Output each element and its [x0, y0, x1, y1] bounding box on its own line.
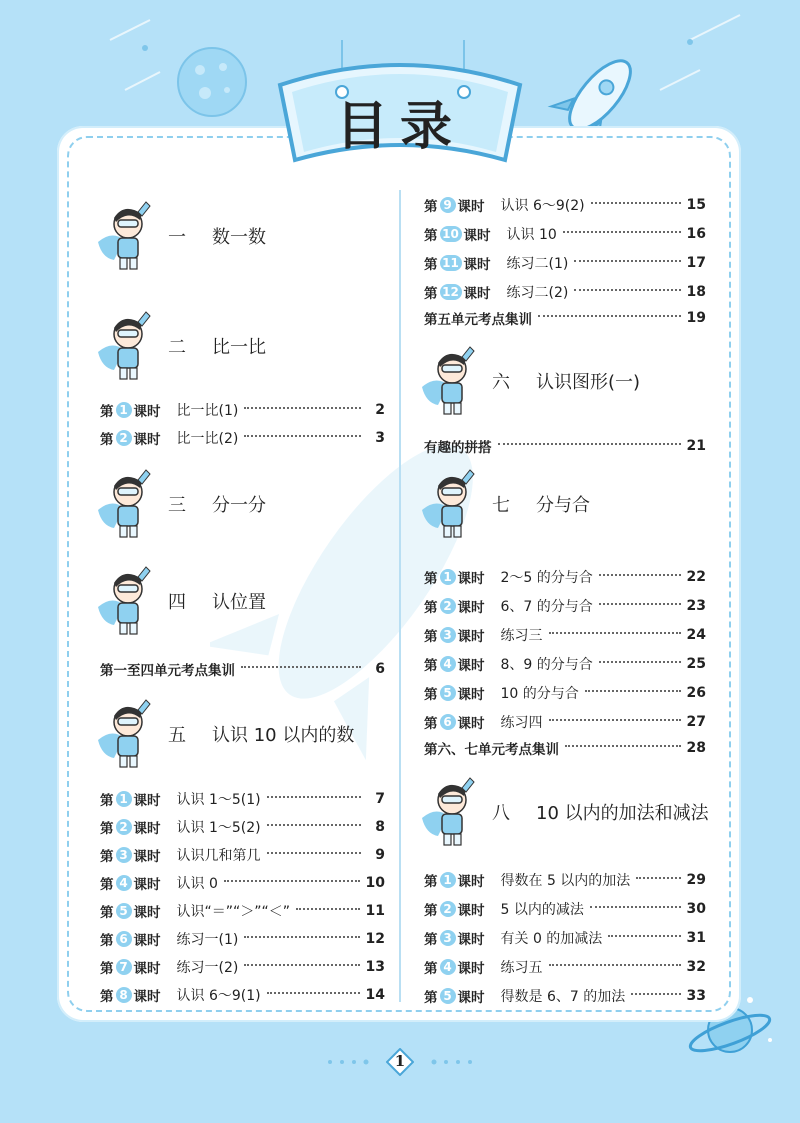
lesson-number-badge: 12	[440, 284, 462, 300]
lesson-prefix: 第	[100, 961, 114, 977]
page-ref: 8	[375, 819, 385, 835]
page-ref: 18	[686, 284, 706, 300]
dot-leader	[498, 443, 681, 445]
lesson-suffix: 课时	[457, 658, 485, 674]
hero-mascot-icon	[418, 776, 480, 848]
page-ref: 23	[686, 598, 706, 614]
dot-leader	[244, 936, 359, 938]
lesson-prefix: 第	[100, 849, 114, 865]
lesson-prefix: 第	[100, 877, 114, 893]
dot-leader	[549, 719, 681, 721]
page-ref: 11	[365, 903, 385, 919]
page-ref: 7	[375, 791, 385, 807]
lesson-suffix: 课时	[133, 793, 161, 809]
lesson-prefix: 第	[100, 905, 114, 921]
lesson-prefix: 第	[424, 571, 438, 587]
lesson-row[interactable]	[100, 399, 385, 421]
hero-mascot-icon	[94, 310, 156, 382]
lesson-prefix: 第	[424, 658, 438, 674]
lesson-topic: 练习二(2)	[506, 285, 569, 301]
lesson-topic: 练习一(1)	[176, 932, 239, 948]
lesson-topic: 练习五	[500, 960, 543, 976]
lesson-suffix: 课时	[463, 257, 491, 273]
review-topic: 第一至四单元考点集训	[100, 663, 235, 679]
lesson-row[interactable]	[424, 898, 706, 920]
lesson-number-badge: 3	[440, 930, 456, 946]
lesson-topic: 认识 1～5(1)	[176, 792, 261, 808]
lesson-prefix: 第	[424, 874, 438, 890]
lesson-topic: 有关 0 的加减法	[500, 931, 603, 947]
dot-leader	[549, 632, 681, 634]
lesson-row[interactable]	[424, 711, 706, 733]
lesson-number-badge: 11	[440, 255, 462, 271]
page-ref: 14	[365, 987, 385, 1003]
dot-leader	[267, 824, 361, 826]
review-topic: 第五单元考点集训	[424, 312, 532, 328]
lesson-topic: 认识“＝”“＞”“＜”	[176, 904, 291, 920]
hero-mascot-icon	[94, 200, 156, 272]
lesson-suffix: 课时	[133, 404, 161, 420]
review-row[interactable]	[424, 435, 706, 457]
lesson-suffix: 课时	[463, 228, 491, 244]
lesson-topic: 认识 0	[176, 876, 218, 892]
dot-leader	[296, 908, 359, 910]
review-topic: 有趣的拼搭	[424, 440, 492, 456]
lesson-prefix: 第	[424, 990, 438, 1006]
page-number: 1	[394, 1052, 406, 1070]
lesson-topic: 认识 1～5(2)	[176, 820, 261, 836]
lesson-number-badge: 5	[116, 903, 132, 919]
unit-title: 认位置	[212, 592, 266, 613]
dot-leader	[585, 690, 681, 692]
lesson-topic: 练习四	[500, 715, 543, 731]
lesson-prefix: 第	[424, 716, 438, 732]
lesson-number-badge: 2	[116, 819, 132, 835]
lesson-row[interactable]	[424, 252, 706, 274]
review-row[interactable]	[424, 737, 706, 759]
page-ref: 16	[686, 226, 706, 242]
lesson-topic: 10 的分与合	[500, 686, 579, 702]
dot-leader	[590, 906, 681, 908]
unit-number: 八	[492, 803, 510, 824]
lesson-suffix: 课时	[457, 600, 485, 616]
dot-leader	[241, 666, 361, 668]
lesson-suffix: 课时	[457, 687, 485, 703]
lesson-suffix: 课时	[457, 903, 485, 919]
lesson-row[interactable]	[100, 928, 385, 950]
lesson-suffix: 课时	[457, 874, 485, 890]
lesson-row[interactable]	[424, 956, 706, 978]
lesson-prefix: 第	[100, 432, 114, 448]
unit-heading[interactable]	[94, 698, 354, 770]
lesson-prefix: 第	[100, 793, 114, 809]
dot-leader	[574, 260, 680, 262]
hero-mascot-icon	[418, 468, 480, 540]
lesson-row[interactable]	[424, 595, 706, 617]
lesson-row[interactable]	[424, 566, 706, 588]
lesson-suffix: 课时	[457, 932, 485, 948]
page-ref: 22	[686, 569, 706, 585]
lesson-row[interactable]	[424, 985, 706, 1007]
unit-number: 一	[168, 227, 186, 248]
unit-heading[interactable]	[94, 468, 266, 540]
title-banner	[270, 40, 530, 170]
lesson-number-badge: 4	[116, 875, 132, 891]
dot-leader	[574, 289, 680, 291]
lesson-suffix: 课时	[133, 905, 161, 921]
lesson-number-badge: 2	[440, 598, 456, 614]
lesson-prefix: 第	[100, 821, 114, 837]
review-topic: 第六、七单元考点集训	[424, 742, 559, 758]
lesson-number-badge: 5	[440, 988, 456, 1004]
lesson-suffix: 课时	[133, 933, 161, 949]
dot-leader	[538, 315, 681, 317]
lesson-number-badge: 6	[116, 931, 132, 947]
hero-mascot-icon	[94, 565, 156, 637]
unit-number: 三	[168, 495, 186, 516]
lesson-suffix: 课时	[457, 629, 485, 645]
lesson-topic: 8、9 的分与合	[500, 657, 593, 673]
unit-heading[interactable]	[418, 468, 590, 540]
unit-title: 比一比	[212, 337, 266, 358]
lesson-number-badge: 8	[116, 987, 132, 1003]
page-ref: 29	[686, 872, 706, 888]
lesson-topic: 比一比(1)	[176, 403, 239, 419]
lesson-suffix: 课时	[133, 961, 161, 977]
unit-heading[interactable]	[94, 200, 266, 272]
page-ref: 25	[686, 656, 706, 672]
hero-mascot-icon	[418, 345, 480, 417]
lesson-prefix: 第	[424, 257, 438, 273]
dot-leader	[244, 964, 359, 966]
unit-number: 六	[492, 372, 510, 393]
lesson-topic: 认识 10	[506, 227, 557, 243]
lesson-row[interactable]	[424, 194, 706, 216]
lesson-suffix: 课时	[133, 989, 161, 1005]
lesson-prefix: 第	[424, 687, 438, 703]
page-ref: 31	[686, 930, 706, 946]
lesson-row[interactable]	[100, 984, 385, 1006]
dot-leader	[631, 993, 680, 995]
dot-leader	[267, 796, 361, 798]
lesson-row[interactable]	[424, 682, 706, 704]
unit-title: 分与合	[536, 495, 590, 516]
dot-leader	[591, 202, 681, 204]
lesson-prefix: 第	[100, 989, 114, 1005]
page-ref: 3	[375, 430, 385, 446]
lesson-row[interactable]	[100, 816, 385, 838]
lesson-number-badge: 2	[440, 901, 456, 917]
dot-leader	[244, 435, 361, 437]
page-ref: 24	[686, 627, 706, 643]
lesson-number-badge: 1	[116, 402, 132, 418]
lesson-topic: 比一比(2)	[176, 431, 239, 447]
hero-mascot-icon	[94, 468, 156, 540]
page-ref: 32	[686, 959, 706, 975]
review-row[interactable]	[100, 658, 385, 680]
page-ref: 19	[686, 310, 706, 326]
lesson-topic: 认识 6～9(1)	[176, 988, 261, 1004]
lesson-row[interactable]	[424, 653, 706, 675]
dot-leader	[244, 407, 361, 409]
unit-number: 七	[492, 495, 510, 516]
lesson-suffix: 课时	[133, 877, 161, 893]
dot-leader	[608, 935, 680, 937]
lesson-prefix: 第	[424, 228, 438, 244]
lesson-prefix: 第	[424, 932, 438, 948]
lesson-topic: 练习一(2)	[176, 960, 239, 976]
lesson-topic: 认识 6～9(2)	[500, 198, 585, 214]
lesson-number-badge: 1	[440, 569, 456, 585]
lesson-number-badge: 10	[440, 226, 462, 242]
unit-heading[interactable]	[94, 565, 266, 637]
dot-leader	[636, 877, 680, 879]
unit-number: 四	[168, 592, 186, 613]
unit-title: 分一分	[212, 495, 266, 516]
page-ref: 9	[375, 847, 385, 863]
lesson-number-badge: 1	[440, 872, 456, 888]
dot-leader	[599, 574, 681, 576]
column-divider	[399, 190, 401, 1002]
lesson-row[interactable]	[424, 223, 706, 245]
lesson-row[interactable]	[100, 956, 385, 978]
dot-leader	[267, 852, 362, 854]
lesson-suffix: 课时	[457, 716, 485, 732]
lesson-number-badge: 6	[440, 714, 456, 730]
dot-leader	[565, 745, 681, 747]
lesson-row[interactable]	[100, 427, 385, 449]
lesson-row[interactable]	[424, 624, 706, 646]
lesson-topic: 得数在 5 以内的加法	[500, 873, 631, 889]
lesson-number-badge: 3	[116, 847, 132, 863]
page-ref: 10	[365, 875, 385, 891]
unit-heading[interactable]	[418, 776, 709, 848]
lesson-prefix: 第	[424, 961, 438, 977]
lesson-prefix: 第	[424, 199, 438, 215]
page-ref: 6	[375, 661, 385, 677]
dot-leader	[599, 661, 681, 663]
lesson-topic: 练习二(1)	[506, 256, 569, 272]
lesson-row[interactable]	[424, 927, 706, 949]
lesson-row[interactable]	[100, 844, 385, 866]
page-ref: 15	[686, 197, 706, 213]
lesson-prefix: 第	[424, 600, 438, 616]
dot-leader	[224, 880, 360, 882]
unit-title: 认识 10 以内的数	[212, 725, 355, 746]
lesson-suffix: 课时	[133, 849, 161, 865]
lesson-prefix: 第	[424, 903, 438, 919]
lesson-suffix: 课时	[457, 571, 485, 587]
hero-mascot-icon	[94, 698, 156, 770]
page-title: 目录	[335, 97, 464, 157]
unit-heading[interactable]	[418, 345, 640, 417]
lesson-number-badge: 4	[440, 959, 456, 975]
lesson-row[interactable]	[424, 869, 706, 891]
lesson-number-badge: 2	[116, 430, 132, 446]
lesson-suffix: 课时	[133, 432, 161, 448]
page-ref: 21	[686, 438, 706, 454]
unit-title: 认识图形(一)	[536, 372, 641, 393]
lesson-number-badge: 9	[440, 197, 456, 213]
lesson-suffix: 课时	[457, 199, 485, 215]
lesson-number-badge: 1	[116, 791, 132, 807]
planet-icon	[175, 45, 250, 120]
page-number-dots	[320, 1054, 480, 1070]
lesson-topic: 认识几和第几	[176, 848, 261, 864]
lesson-row[interactable]	[100, 900, 385, 922]
unit-title: 数一数	[212, 227, 266, 248]
page-ref: 33	[686, 988, 706, 1004]
unit-number: 五	[168, 725, 186, 746]
lesson-row[interactable]	[424, 281, 706, 303]
page-ref: 26	[686, 685, 706, 701]
unit-title: 10 以内的加法和减法	[536, 803, 709, 824]
dot-leader	[599, 603, 681, 605]
lesson-suffix: 课时	[457, 990, 485, 1006]
lesson-topic: 得数是 6、7 的加法	[500, 989, 626, 1005]
lesson-row[interactable]	[100, 872, 385, 894]
lesson-suffix: 课时	[463, 286, 491, 302]
page-ref: 30	[686, 901, 706, 917]
lesson-prefix: 第	[424, 629, 438, 645]
page-ref: 27	[686, 714, 706, 730]
page-ref: 17	[686, 255, 706, 271]
dot-leader	[549, 964, 681, 966]
lesson-topic: 练习三	[500, 628, 543, 644]
lesson-suffix: 课时	[133, 821, 161, 837]
review-row[interactable]	[424, 307, 706, 329]
lesson-topic: 6、7 的分与合	[500, 599, 593, 615]
lesson-prefix: 第	[424, 286, 438, 302]
unit-number: 二	[168, 337, 186, 358]
lesson-suffix: 课时	[457, 961, 485, 977]
page-ref: 2	[375, 402, 385, 418]
page-ref: 28	[686, 740, 706, 756]
lesson-topic: 2～5 的分与合	[500, 570, 593, 586]
lesson-number-badge: 7	[116, 959, 132, 975]
lesson-topic: 5 以内的减法	[500, 902, 584, 918]
dot-leader	[563, 231, 681, 233]
lesson-number-badge: 4	[440, 656, 456, 672]
lesson-row[interactable]	[100, 788, 385, 810]
lesson-number-badge: 5	[440, 685, 456, 701]
lesson-prefix: 第	[100, 933, 114, 949]
page-ref: 13	[365, 959, 385, 975]
page-ref: 12	[365, 931, 385, 947]
lesson-number-badge: 3	[440, 627, 456, 643]
dot-leader	[267, 992, 360, 994]
lesson-prefix: 第	[100, 404, 114, 420]
unit-heading[interactable]	[94, 310, 266, 382]
